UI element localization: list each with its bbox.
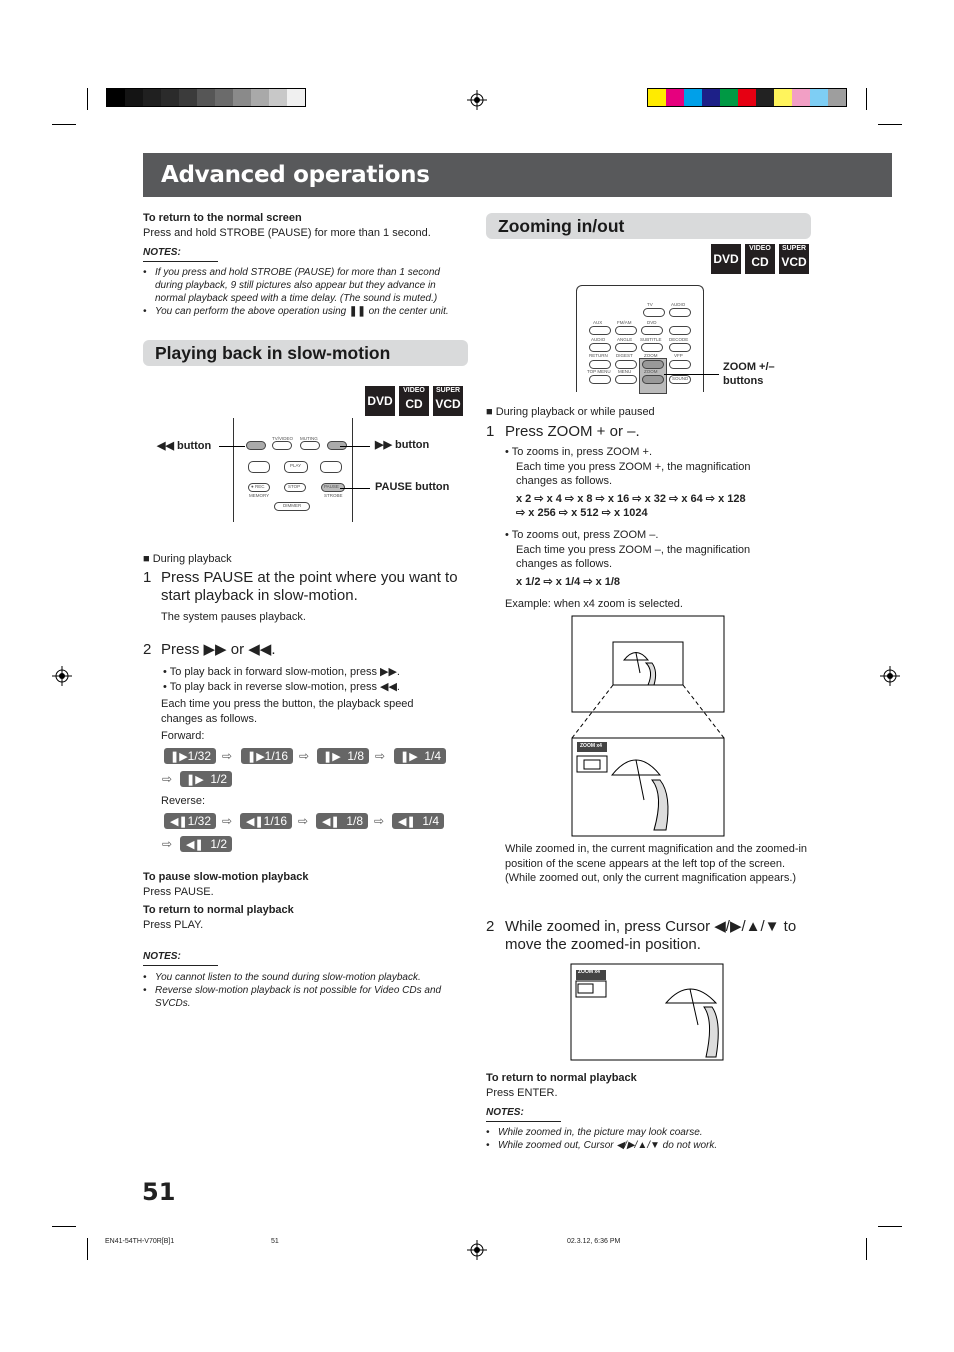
bullet-list [163, 665, 463, 694]
format-logos [711, 244, 813, 274]
ffwd-callout: ▶▶ button [375, 439, 430, 451]
dvd-logo: DVD [365, 386, 395, 416]
frame-fwd-icon: ❚▶ [186, 774, 204, 786]
color-swatch [197, 89, 215, 106]
logo-text: VCD [781, 255, 807, 269]
muting-button[interactable] [300, 441, 320, 450]
arrow-icon: ⇨ [162, 837, 173, 851]
color-swatch [756, 89, 774, 106]
remote-label: PLAY [290, 463, 302, 468]
bullet-item: • To zooms in, press ZOOM +. [505, 446, 652, 458]
note-item: • Reverse slow-motion playback is not possible for Video CDs and SVCDs. [143, 984, 442, 1009]
video-cd-logo [745, 244, 775, 274]
arrow-icon: ⇨ [222, 749, 233, 763]
during-playback-label: ■ During playback [143, 553, 232, 565]
logo-text: VCD [435, 397, 461, 411]
remote-label: VFP [674, 353, 683, 358]
logo-text: VIDEO [403, 387, 425, 394]
color-swatch [107, 89, 125, 106]
color-swatch [125, 89, 143, 106]
remote-label: TOP MENU [587, 369, 611, 374]
crop-mark [52, 124, 76, 125]
color-swatch [774, 89, 792, 106]
section-header-slow [143, 340, 468, 366]
color-swatch [648, 89, 666, 106]
crop-mark [866, 88, 867, 110]
section-header-zoom [486, 213, 811, 239]
step-number: 1 [143, 569, 152, 586]
return-normal-text: Press and hold STROBE (PAUSE) for more than 1 second. [143, 226, 431, 239]
vfp-button[interactable] [669, 360, 691, 369]
arrow-icon: ⇨ [375, 749, 386, 763]
pause-callout: PAUSE button [375, 481, 450, 493]
remote-label: DVD [647, 320, 657, 325]
note-item: • While zoomed in, the picture may look coarse. [486, 1126, 703, 1138]
logo-text: SUPER [435, 387, 461, 394]
color-swatch [792, 89, 810, 106]
step-text: While zoomed in, press Cursor ◀/▶/▲/▼ to move the zoomed-in position. [505, 918, 797, 953]
color-bar [647, 88, 847, 107]
zoom-tag: ZOOM x4 [580, 743, 602, 749]
super-vcd-logo [433, 386, 463, 416]
super-vcd-logo [779, 244, 809, 274]
speed-fwd-1-4 [394, 748, 446, 764]
color-swatch [161, 89, 179, 106]
logo-text: CD [405, 397, 423, 411]
speed-label: 1/2 [210, 837, 227, 851]
speed-fwd-1-8 [317, 748, 369, 764]
return-zoom-text: Press ENTER. [486, 1086, 558, 1099]
skip-back-button[interactable] [248, 461, 270, 473]
remote-label: SUBTITLE [640, 337, 662, 342]
crop-mark [87, 88, 88, 110]
callout-line [219, 446, 245, 447]
remote-label: ● REC [251, 484, 265, 489]
remote-label: DECODE [669, 337, 689, 342]
speed-label: 1/2 [210, 772, 227, 786]
step-text: Press ▶▶ or ◀◀. [161, 641, 276, 658]
frame-rev-icon: ◀❚ [186, 839, 204, 851]
frame-fwd-icon: ❚▶ [323, 751, 341, 763]
color-swatch [233, 89, 251, 106]
remote-label: DIGEST [616, 353, 633, 358]
return-button[interactable] [589, 360, 611, 369]
return-normal-zoom-block [486, 1071, 806, 1152]
crop-mark [878, 124, 902, 125]
dvd-button[interactable] [641, 326, 663, 335]
zoom-in-desc: Each time you press ZOOM +, the magnification changes as follows. [516, 460, 751, 487]
registration-mark-icon [52, 666, 72, 686]
speed-label: 1/16 [264, 749, 288, 763]
step-number: 2 [486, 918, 495, 935]
bullet-item: • To play back in forward slow-motion, press ▶▶. [163, 666, 400, 678]
speed-label: 1/4 [422, 814, 439, 828]
skip-fwd-button[interactable] [320, 461, 342, 473]
remote-label: TV/VIDEO [272, 436, 294, 441]
frame-rev-icon: ◀❚ [246, 816, 264, 828]
note-item: • If you press and hold STROBE (PAUSE) for more than 1 second during playback, 9 still pictures also appear but they advance in normal playback speed with a time delay. (The sound is muted.) [143, 266, 440, 304]
audio-power-button[interactable] [669, 308, 691, 317]
note-text: If you press and hold STROBE (PAUSE) for more than 1 second during playback, 9 still pictures also appear but they advance in normal playback speed with a time delay. (The sound is muted.) [155, 266, 440, 304]
color-swatch [143, 89, 161, 106]
registration-mark-icon [467, 1240, 487, 1260]
remote-label: MENU [618, 369, 632, 374]
zoom-tag: ZOOM x4 [578, 969, 600, 975]
color-swatch [666, 89, 684, 106]
page-number: 51 [142, 1178, 176, 1206]
format-logos [365, 386, 467, 416]
speed-rev-1-2 [180, 836, 232, 852]
zoom-example-illustration [560, 615, 740, 840]
dvd-logo: DVD [711, 244, 741, 274]
callout-line [664, 374, 719, 375]
zoom-in-sequence: x 2 ⇨ x 4 ⇨ x 8 ⇨ x 16 ⇨ x 32 ⇨ x 64 ⇨ x 128 [516, 492, 746, 505]
frame-rev-icon: ◀❚ [322, 816, 340, 828]
example-text: Example: when x4 zoom is selected. [505, 598, 683, 610]
tvvideo-button[interactable] [272, 441, 292, 450]
notes-label: NOTES: [486, 1106, 561, 1122]
normal-playback-heading: To return to normal playback [143, 904, 294, 916]
remote-label: RETURN [589, 353, 608, 358]
return-zoom-heading: To return to normal playback [486, 1072, 637, 1084]
remote-label: PAUSE [324, 484, 339, 489]
color-swatch [738, 89, 756, 106]
callout-line [340, 488, 370, 489]
color-swatch [828, 89, 846, 106]
section-title: Zooming in/out [498, 216, 625, 236]
frame-rev-icon: ◀❚ [398, 816, 416, 828]
page-title: Advanced operations [161, 162, 430, 188]
zoom-in-block [505, 445, 805, 521]
footer-left: EN41-54TH-V70R[B]1 [105, 1238, 175, 1245]
color-swatch [810, 89, 828, 106]
each-text: Each time you press the button, the playback speed changes as follows. [161, 698, 414, 725]
forward-label: Forward: [161, 730, 205, 742]
speed-rev-1-32 [164, 813, 216, 829]
zoom-plus-button[interactable] [642, 360, 664, 369]
color-swatch [684, 89, 702, 106]
remote-label: ANGLE [617, 337, 633, 342]
remote-illustration [576, 285, 704, 392]
speed-label: 1/8 [347, 749, 364, 763]
color-swatch [720, 89, 738, 106]
remote-label: STOP [288, 484, 301, 489]
title-bar [143, 153, 892, 197]
arrow-icon: ⇨ [298, 814, 309, 828]
frame-rev-icon: ◀❚ [170, 816, 188, 828]
notes-label: NOTES: [143, 246, 218, 262]
return-normal-block [143, 211, 463, 318]
rewind-callout: ◀◀ button [157, 440, 212, 452]
frame-fwd-icon: ❚▶ [247, 751, 265, 763]
arrow-icon: ⇨ [162, 772, 173, 786]
speed-label: 1/32 [187, 814, 211, 828]
remote-label: MUTING [300, 436, 318, 441]
logo-text: SUPER [781, 245, 807, 252]
note-text: While zoomed in, the picture may look coarse. [498, 1126, 703, 1138]
remote-label: TV [647, 302, 653, 307]
step-number: 1 [486, 423, 495, 440]
speed-label: 1/16 [263, 814, 287, 828]
zoom-out-desc: Each time you press ZOOM –, the magnification changes as follows. [516, 543, 751, 570]
pause-slow-heading: To pause slow-motion playback [143, 871, 309, 883]
remote-label: ZOOM [644, 369, 658, 374]
notes-label: NOTES: [143, 950, 218, 966]
decode-button[interactable] [669, 343, 691, 352]
normal-playback-text: Press PLAY. [143, 918, 204, 931]
note-text: Reverse slow-motion playback is not possible for Video CDs and SVCDs. [155, 984, 442, 1009]
speed-label: 1/8 [346, 814, 363, 828]
audio-sel-button[interactable] [669, 326, 691, 335]
footer-right: 02.3.12, 6:36 PM [567, 1238, 621, 1245]
audio-button[interactable] [589, 343, 611, 352]
rewind-button[interactable] [246, 441, 266, 450]
registration-mark-icon [880, 666, 900, 686]
speed-label: 1/4 [424, 749, 441, 763]
color-swatch [179, 89, 197, 106]
remote-label: SOUND [672, 376, 689, 381]
bullet-item: • To play back in reverse slow-motion, press ◀◀. [163, 680, 400, 693]
return-normal-heading: To return to the normal screen [143, 212, 302, 224]
speed-rev-1-8 [316, 813, 368, 829]
tv-power-button[interactable] [643, 308, 665, 317]
note-text: You can perform the above operation using [155, 305, 347, 317]
remote-label: ZOOM [644, 353, 658, 358]
step-text: Press ZOOM + or –. [505, 423, 640, 440]
remote-label: STROBE [324, 493, 343, 498]
note-item: • You cannot listen to the sound during slow-motion playback. [143, 971, 421, 983]
while-zoomed-text: While zoomed in, the current magnification and the zoomed-in position of the scene appears at the left top of the screen. (While zoomed out, only the current magnification appears.) [505, 843, 808, 884]
topmenu-button[interactable] [589, 375, 611, 384]
menu-button[interactable] [615, 375, 637, 384]
note-item: • You can perform the above operation using ❚❚ on the center unit. [143, 305, 449, 317]
speed-fwd-1-32 [164, 748, 216, 764]
zoom-in-sequence: ⇨ x 256 ⇨ x 512 ⇨ x 1024 [516, 507, 648, 519]
step-text: Press PAUSE at the point where you want to start playback in slow-motion. [161, 569, 458, 604]
grayscale-bar [106, 88, 306, 107]
color-swatch [702, 89, 720, 106]
remote-label: AUDIO [671, 302, 686, 307]
angle-button[interactable] [615, 343, 637, 352]
note-text: You cannot listen to the sound during slow-motion playback. [155, 971, 421, 983]
crop-mark [52, 1226, 76, 1227]
subtitle-button[interactable] [641, 343, 663, 352]
speed-rev-1-16 [240, 813, 292, 829]
crop-mark [866, 1238, 867, 1260]
note-text: While zoomed out, Cursor ◀/▶/▲/▼ do not work. [498, 1139, 718, 1151]
crop-mark [87, 1238, 88, 1260]
zoom-callout: ZOOM +/– buttons [723, 361, 775, 387]
remote-label: AUX [593, 320, 603, 325]
reverse-label: Reverse: [161, 795, 206, 807]
color-swatch [269, 89, 287, 106]
step-sub: The system pauses playback. [161, 611, 306, 623]
speed-fwd-1-16 [241, 748, 293, 764]
speed-rev-1-4 [392, 813, 444, 829]
aux-button[interactable] [589, 326, 611, 335]
callout-line [340, 446, 370, 447]
footer-center: 51 [271, 1238, 279, 1245]
speed-label: 1/32 [187, 749, 211, 763]
zoom-minus-button[interactable] [642, 375, 664, 384]
remote-label: AUDIO [591, 337, 606, 342]
color-swatch [215, 89, 233, 106]
remote-label: MEMORY [249, 493, 270, 498]
video-cd-logo [399, 386, 429, 416]
zoom-out-block [505, 528, 805, 589]
fmam-button[interactable] [615, 326, 637, 335]
color-swatch [287, 89, 305, 106]
arrow-icon: ⇨ [299, 749, 310, 763]
remote-illustration [233, 418, 353, 522]
note-item: • While zoomed out, Cursor ◀/▶/▲/▼ do not work. [486, 1139, 718, 1151]
logo-text: VIDEO [749, 245, 771, 252]
pause-slow-block [143, 870, 463, 1010]
during-playback-label: ■ During playback or while paused [486, 406, 655, 418]
speed-fwd-1-2 [180, 771, 232, 787]
arrow-icon: ⇨ [222, 814, 233, 828]
logo-text: CD [751, 255, 769, 269]
note-text: on the center unit. [368, 305, 449, 317]
remote-label: FM/AM [617, 320, 632, 325]
pause-slow-text: Press PAUSE. [143, 885, 214, 898]
color-swatch [251, 89, 269, 106]
digest-button[interactable] [615, 360, 637, 369]
frame-fwd-icon: ❚▶ [400, 751, 418, 763]
zoom-moved-illustration [570, 963, 726, 1063]
crop-mark [878, 1226, 902, 1227]
bullet-item: • To zooms out, press ZOOM –. [505, 529, 659, 541]
frame-fwd-icon: ❚▶ [170, 751, 188, 763]
pause-icon: ❚❚ [349, 305, 366, 317]
step-number: 2 [143, 641, 152, 658]
registration-mark-icon [467, 90, 487, 110]
zoom-out-sequence: x 1/2 ⇨ x 1/4 ⇨ x 1/8 [516, 575, 621, 588]
remote-label: DIMMER [283, 503, 302, 508]
arrow-icon: ⇨ [374, 814, 385, 828]
section-title: Playing back in slow-motion [155, 343, 391, 363]
